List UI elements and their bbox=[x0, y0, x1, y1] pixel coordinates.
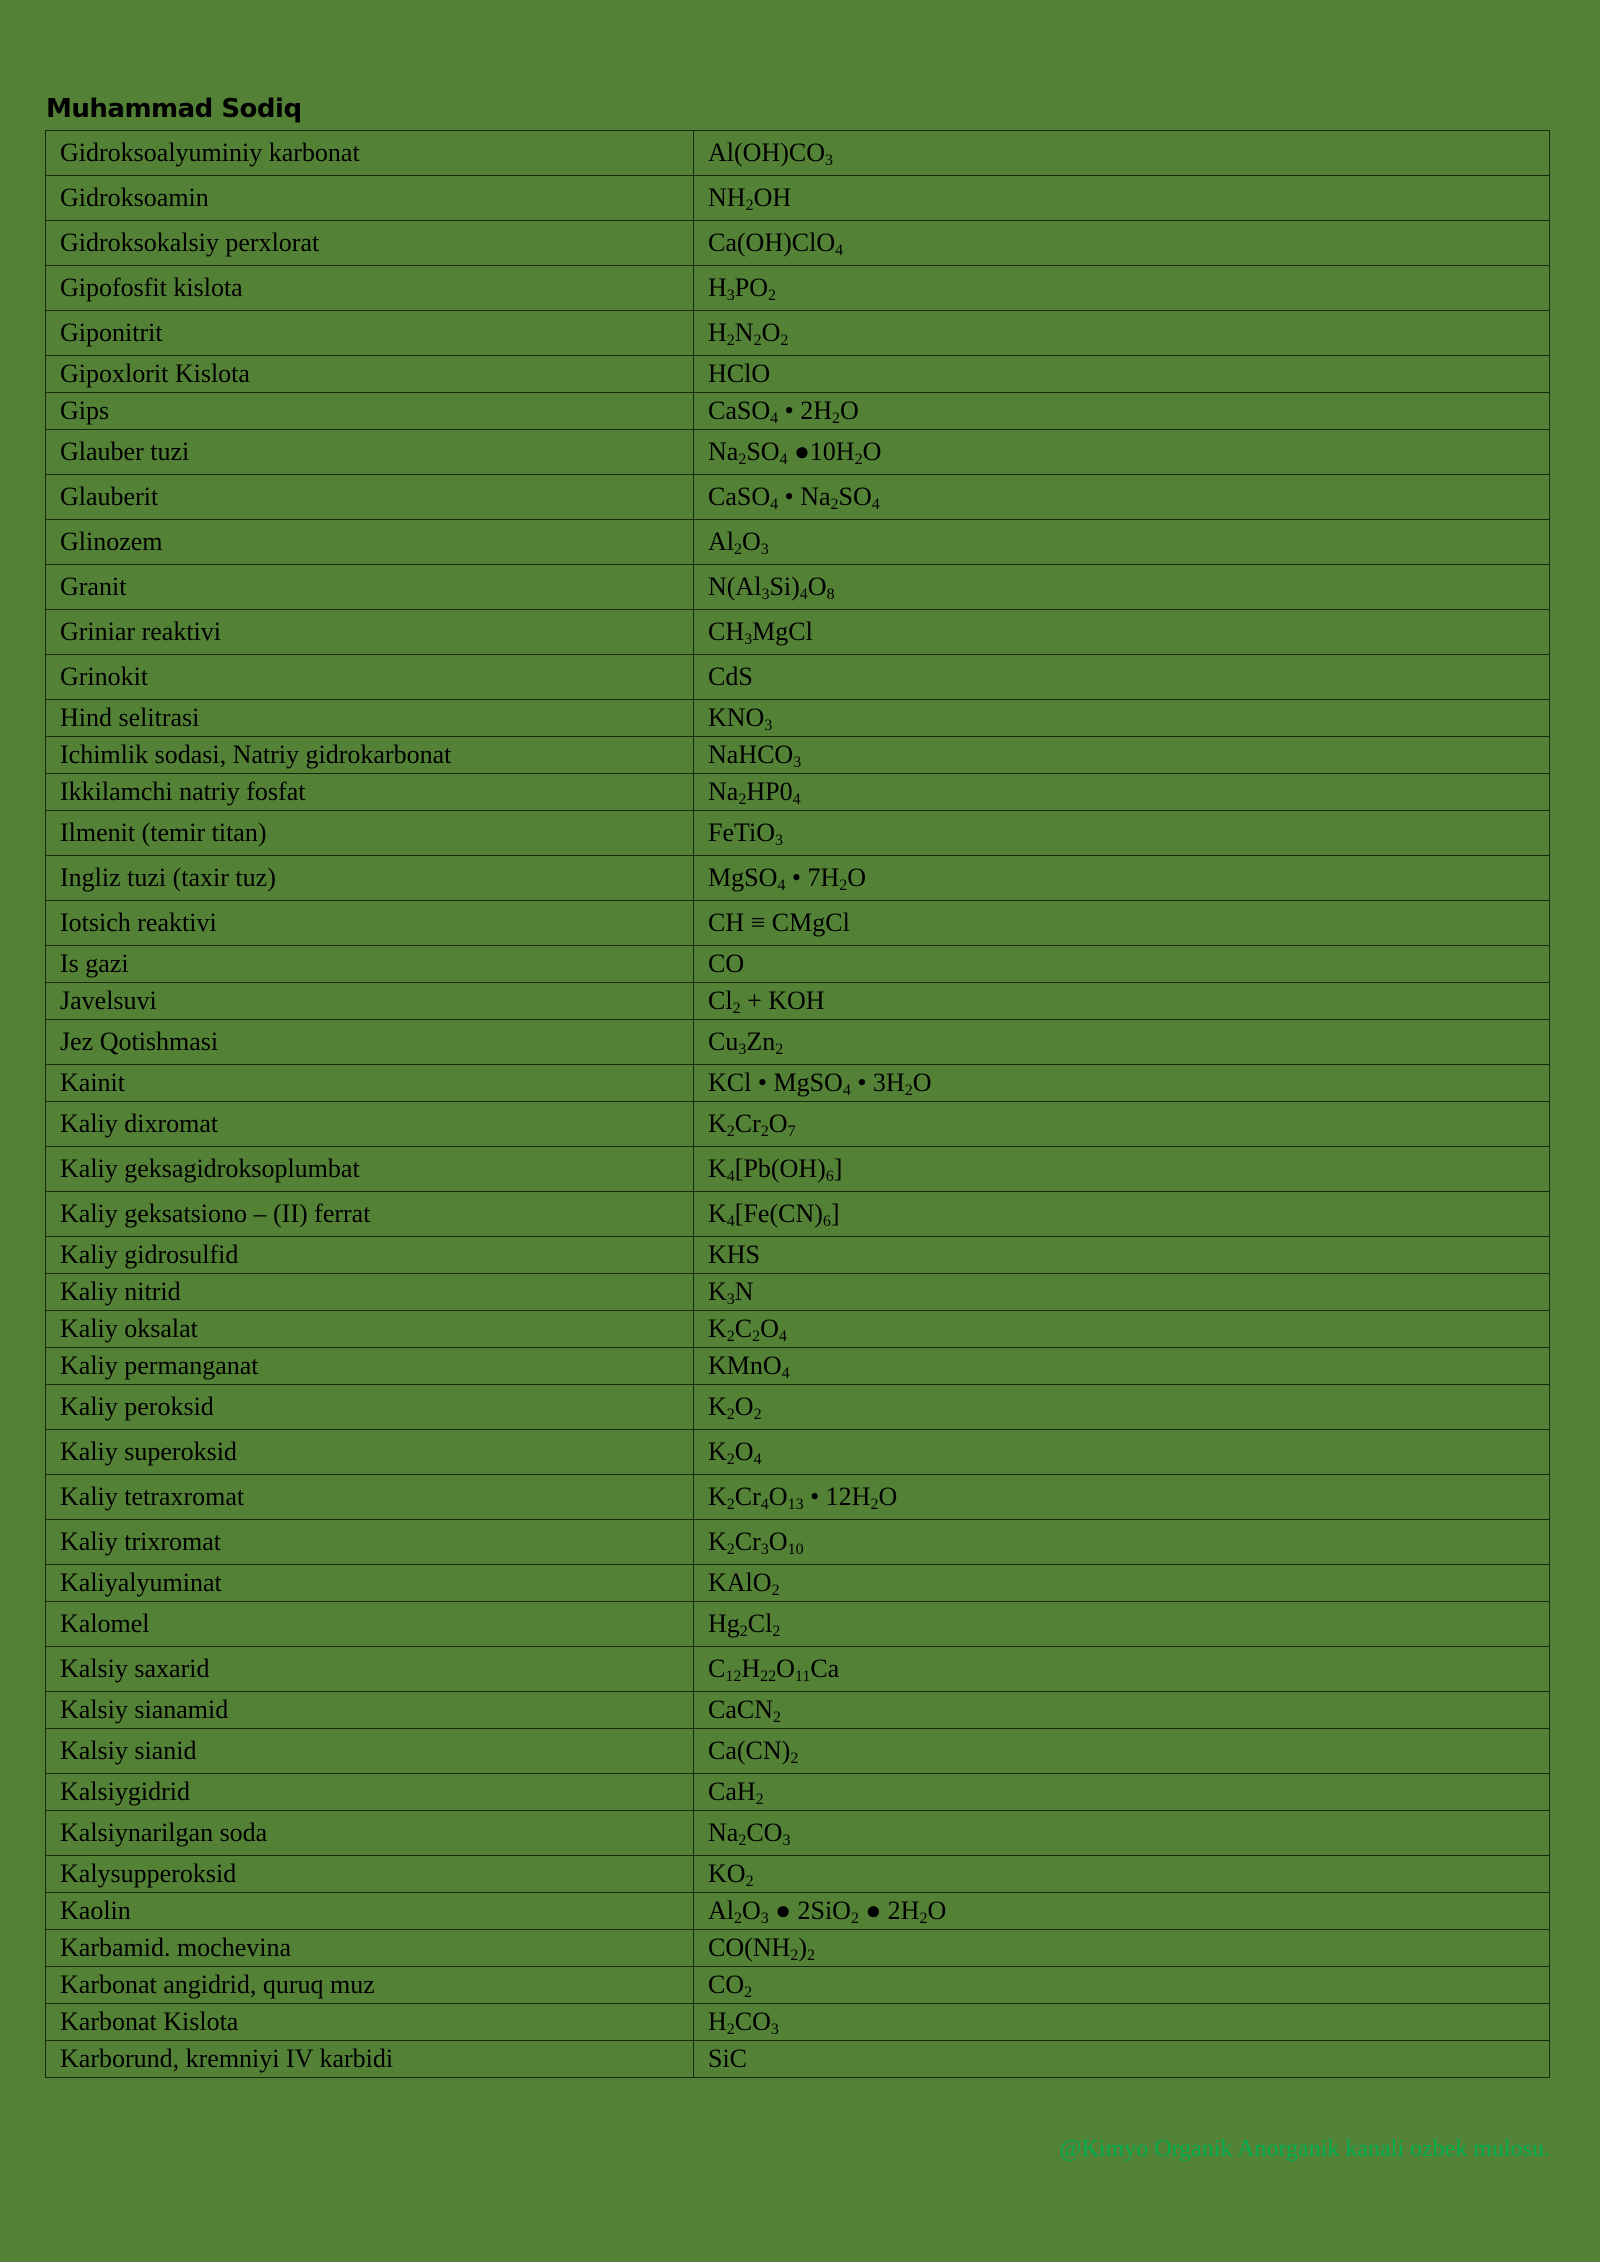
compound-formula-cell: $H_2CO_3$ bbox=[694, 2004, 1550, 2041]
table-row bbox=[46, 2041, 1550, 2078]
compound-formula-cell: KAlO$_2$ bbox=[694, 1565, 1550, 1602]
compound-formula-cell: $Cu_3Zn_2$ bbox=[694, 1020, 1550, 1065]
table-row bbox=[46, 176, 1550, 221]
table-row bbox=[46, 1565, 1550, 1602]
table-row bbox=[46, 1192, 1550, 1237]
compound-name-cell: Hind selitrasi bbox=[46, 700, 694, 737]
table-row bbox=[46, 1475, 1550, 1520]
table-row bbox=[46, 1102, 1550, 1147]
compound-name-cell: Griniar reaktivi bbox=[46, 610, 694, 655]
table-row bbox=[46, 774, 1550, 811]
compound-formula-cell: CaCN$_2$ bbox=[694, 1692, 1550, 1729]
compound-formula-cell: $K_2O_4$ bbox=[694, 1430, 1550, 1475]
compound-name-cell: Karborund, kremniyi IV karbidi bbox=[46, 2041, 694, 2078]
compound-name-cell: Ikkilamchi natriy fosfat bbox=[46, 774, 694, 811]
compound-name-cell: Is gazi bbox=[46, 946, 694, 983]
table-row bbox=[46, 311, 1550, 356]
table-row bbox=[46, 1274, 1550, 1311]
footer-note: @Kimyo Organik Anorganik kanali ozbek mulosu. bbox=[1059, 2136, 1550, 2162]
compound-name-cell: Kaliy dixromat bbox=[46, 1102, 694, 1147]
compound-formula-cell: CaSO$_4$ • $Na_2SO_4$ bbox=[694, 475, 1550, 520]
compound-name-cell: Kaliy geksatsiono – (II) ferrat bbox=[46, 1192, 694, 1237]
compound-name-cell: Kalsiynarilgan soda bbox=[46, 1811, 694, 1856]
compound-name-cell: Glinozem bbox=[46, 520, 694, 565]
compound-name-cell: Kaliy nitrid bbox=[46, 1274, 694, 1311]
compound-name-cell: Glauberit bbox=[46, 475, 694, 520]
compound-name-cell: Kaliy superoksid bbox=[46, 1430, 694, 1475]
compound-formula-cell: $K_2O_2$ bbox=[694, 1385, 1550, 1430]
compound-formula-cell: $Al_2O_3$ ● 2SiO$_2$ ● $2H_2O$ bbox=[694, 1893, 1550, 1930]
table-row bbox=[46, 1647, 1550, 1692]
compound-name-cell: Gips bbox=[46, 393, 694, 430]
author-name: Muhammad Sodiq bbox=[46, 94, 302, 124]
compound-formula-cell: $Na_2CO_3$ bbox=[694, 1811, 1550, 1856]
table-row bbox=[46, 1020, 1550, 1065]
table-row bbox=[46, 655, 1550, 700]
compound-formula-cell: $Al_2O_3$ bbox=[694, 520, 1550, 565]
compound-formula-cell: Ca(OH)ClO$_4$ bbox=[694, 221, 1550, 266]
table-row bbox=[46, 356, 1550, 393]
compound-formula-cell: $H_2N_2O_2$ bbox=[694, 311, 1550, 356]
compound-name-cell: Gipoxlorit Kislota bbox=[46, 356, 694, 393]
compound-formula-cell: $NH_2OH$ bbox=[694, 176, 1550, 221]
table-row bbox=[46, 565, 1550, 610]
compound-name-cell: Kalysupperoksid bbox=[46, 1856, 694, 1893]
compound-formula-cell: $K_4[Pb(OH)_6]$ bbox=[694, 1147, 1550, 1192]
compound-name-cell: Kalsiygidrid bbox=[46, 1774, 694, 1811]
table-row bbox=[46, 1147, 1550, 1192]
table-row bbox=[46, 520, 1550, 565]
compound-name-cell: Grinokit bbox=[46, 655, 694, 700]
table-row bbox=[46, 1385, 1550, 1430]
compound-table bbox=[45, 130, 1550, 2078]
compound-name-cell: Granit bbox=[46, 565, 694, 610]
compound-name-cell: Jez Qotishmasi bbox=[46, 1020, 694, 1065]
compound-formula-cell: $K_2Cr_4O_{13}$ • $12H_2O$ bbox=[694, 1475, 1550, 1520]
table-row bbox=[46, 475, 1550, 520]
table-row bbox=[46, 1856, 1550, 1893]
compound-formula-cell: $CO_2$ bbox=[694, 1967, 1550, 2004]
compound-formula-cell: $CH_3MgCl$ bbox=[694, 610, 1550, 655]
compound-name-cell: Kaliy permanganat bbox=[46, 1348, 694, 1385]
compound-name-cell: Kaliy oksalat bbox=[46, 1311, 694, 1348]
compound-formula-cell: $Cl_2$ + KOH bbox=[694, 983, 1550, 1020]
table-row bbox=[46, 1237, 1550, 1274]
compound-name-cell: Kalsiy sianid bbox=[46, 1729, 694, 1774]
table-row bbox=[46, 1811, 1550, 1856]
table-row bbox=[46, 1729, 1550, 1774]
compound-formula-cell: $K_2Cr_3O_{10}$ bbox=[694, 1520, 1550, 1565]
compound-name-cell: Kaliy gidrosulfid bbox=[46, 1237, 694, 1274]
compound-formula-cell: $Na_2SO_4$ $●10H_2O$ bbox=[694, 430, 1550, 475]
compound-name-cell: Ichimlik sodasi, Natriy gidrokarbonat bbox=[46, 737, 694, 774]
compound-formula-cell: CO bbox=[694, 946, 1550, 983]
compound-name-cell: Gidroksoalyuminiy karbonat bbox=[46, 131, 694, 176]
compound-formula-cell: CaH$_2$ bbox=[694, 1774, 1550, 1811]
compound-name-cell: Giponitrit bbox=[46, 311, 694, 356]
compound-formula-cell: KMnO$_4$ bbox=[694, 1348, 1550, 1385]
compound-name-cell: Kaliy tetraxromat bbox=[46, 1475, 694, 1520]
compound-name-cell: Gipofosfit kislota bbox=[46, 266, 694, 311]
compound-name-cell: Ingliz tuzi (taxir tuz) bbox=[46, 856, 694, 901]
compound-formula-cell: FeTiO$_3$ bbox=[694, 811, 1550, 856]
compound-name-cell: Kaolin bbox=[46, 1893, 694, 1930]
compound-formula-cell: SiC bbox=[694, 2041, 1550, 2078]
compound-name-cell: Gidroksokalsiy perxlorat bbox=[46, 221, 694, 266]
table-row bbox=[46, 1692, 1550, 1729]
compound-name-cell: Javelsuvi bbox=[46, 983, 694, 1020]
table-row bbox=[46, 1311, 1550, 1348]
table-row bbox=[46, 1430, 1550, 1475]
table-row bbox=[46, 1065, 1550, 1102]
compound-name-cell: Karbamid. mochevina bbox=[46, 1930, 694, 1967]
compound-name-cell: Kaliy trixromat bbox=[46, 1520, 694, 1565]
compound-table-body bbox=[46, 131, 1550, 2078]
compound-formula-cell: KHS bbox=[694, 1237, 1550, 1274]
table-row bbox=[46, 983, 1550, 1020]
compound-formula-cell: NaHCO$_3$ bbox=[694, 737, 1550, 774]
compound-name-cell: Gidroksoamin bbox=[46, 176, 694, 221]
compound-formula-cell: $KNO_3$ bbox=[694, 700, 1550, 737]
table-row bbox=[46, 1348, 1550, 1385]
table-row bbox=[46, 737, 1550, 774]
table-row bbox=[46, 610, 1550, 655]
compound-formula-cell: CaSO$_4$ • $2H_2O$ bbox=[694, 393, 1550, 430]
compound-name-cell: Kaliy peroksid bbox=[46, 1385, 694, 1430]
compound-formula-cell: KCl • MgSO$_4$ • $3H_2O$ bbox=[694, 1065, 1550, 1102]
compound-name-cell: Karbonat angidrid, quruq muz bbox=[46, 1967, 694, 2004]
compound-name-cell: Glauber tuzi bbox=[46, 430, 694, 475]
table-row bbox=[46, 946, 1550, 983]
compound-name-cell: Kaliy geksagidroksoplumbat bbox=[46, 1147, 694, 1192]
compound-name-cell: Kalomel bbox=[46, 1602, 694, 1647]
compound-formula-cell: $Na_2HP0_4$ bbox=[694, 774, 1550, 811]
compound-name-cell: Kainit bbox=[46, 1065, 694, 1102]
table-row bbox=[46, 393, 1550, 430]
table-row bbox=[46, 1520, 1550, 1565]
compound-name-cell: Kalsiy saxarid bbox=[46, 1647, 694, 1692]
compound-formula-cell: CH ≡ CMgCl bbox=[694, 901, 1550, 946]
table-row bbox=[46, 700, 1550, 737]
compound-name-cell: Iotsich reaktivi bbox=[46, 901, 694, 946]
table-row bbox=[46, 1774, 1550, 1811]
table-row bbox=[46, 811, 1550, 856]
table-row bbox=[46, 1602, 1550, 1647]
compound-formula-cell: CdS bbox=[694, 655, 1550, 700]
compound-formula-cell: $Hg_2Cl_2$ bbox=[694, 1602, 1550, 1647]
compound-name-cell: Ilmenit (temir titan) bbox=[46, 811, 694, 856]
compound-name-cell: Kaliyalyuminat bbox=[46, 1565, 694, 1602]
compound-formula-cell: $H_3PO_2$ bbox=[694, 266, 1550, 311]
compound-name-cell: Karbonat Kislota bbox=[46, 2004, 694, 2041]
compound-formula-cell: $Al(OH)CO_3$ bbox=[694, 131, 1550, 176]
table-row bbox=[46, 1930, 1550, 1967]
table-row bbox=[46, 266, 1550, 311]
table-row bbox=[46, 1893, 1550, 1930]
table-row bbox=[46, 430, 1550, 475]
compound-formula-cell: $KO_2$ bbox=[694, 1856, 1550, 1893]
compound-formula-cell: $K_3N$ bbox=[694, 1274, 1550, 1311]
compound-formula-cell: HClO bbox=[694, 356, 1550, 393]
table-row bbox=[46, 856, 1550, 901]
table-row bbox=[46, 1967, 1550, 2004]
compound-formula-cell: $N(Al_3Si)_4O_8$ bbox=[694, 565, 1550, 610]
compound-formula-cell: MgSO$_4$ • $7H_2O$ bbox=[694, 856, 1550, 901]
compound-formula-cell: $C_{12}H_{22}O_{11}Ca$ bbox=[694, 1647, 1550, 1692]
compound-formula-cell: $Ca(CN)_2$ bbox=[694, 1729, 1550, 1774]
compound-formula-cell: $K_4[Fe(CN)_6]$ bbox=[694, 1192, 1550, 1237]
table-row bbox=[46, 131, 1550, 176]
compound-name-cell: Kalsiy sianamid bbox=[46, 1692, 694, 1729]
compound-formula-cell: $K_2Cr_2O_7$ bbox=[694, 1102, 1550, 1147]
compound-formula-cell: $CO(NH_2)_2$ bbox=[694, 1930, 1550, 1967]
compound-formula-cell: $K_2C_2O_4$ bbox=[694, 1311, 1550, 1348]
table-row bbox=[46, 2004, 1550, 2041]
table-row bbox=[46, 901, 1550, 946]
table-row bbox=[46, 221, 1550, 266]
